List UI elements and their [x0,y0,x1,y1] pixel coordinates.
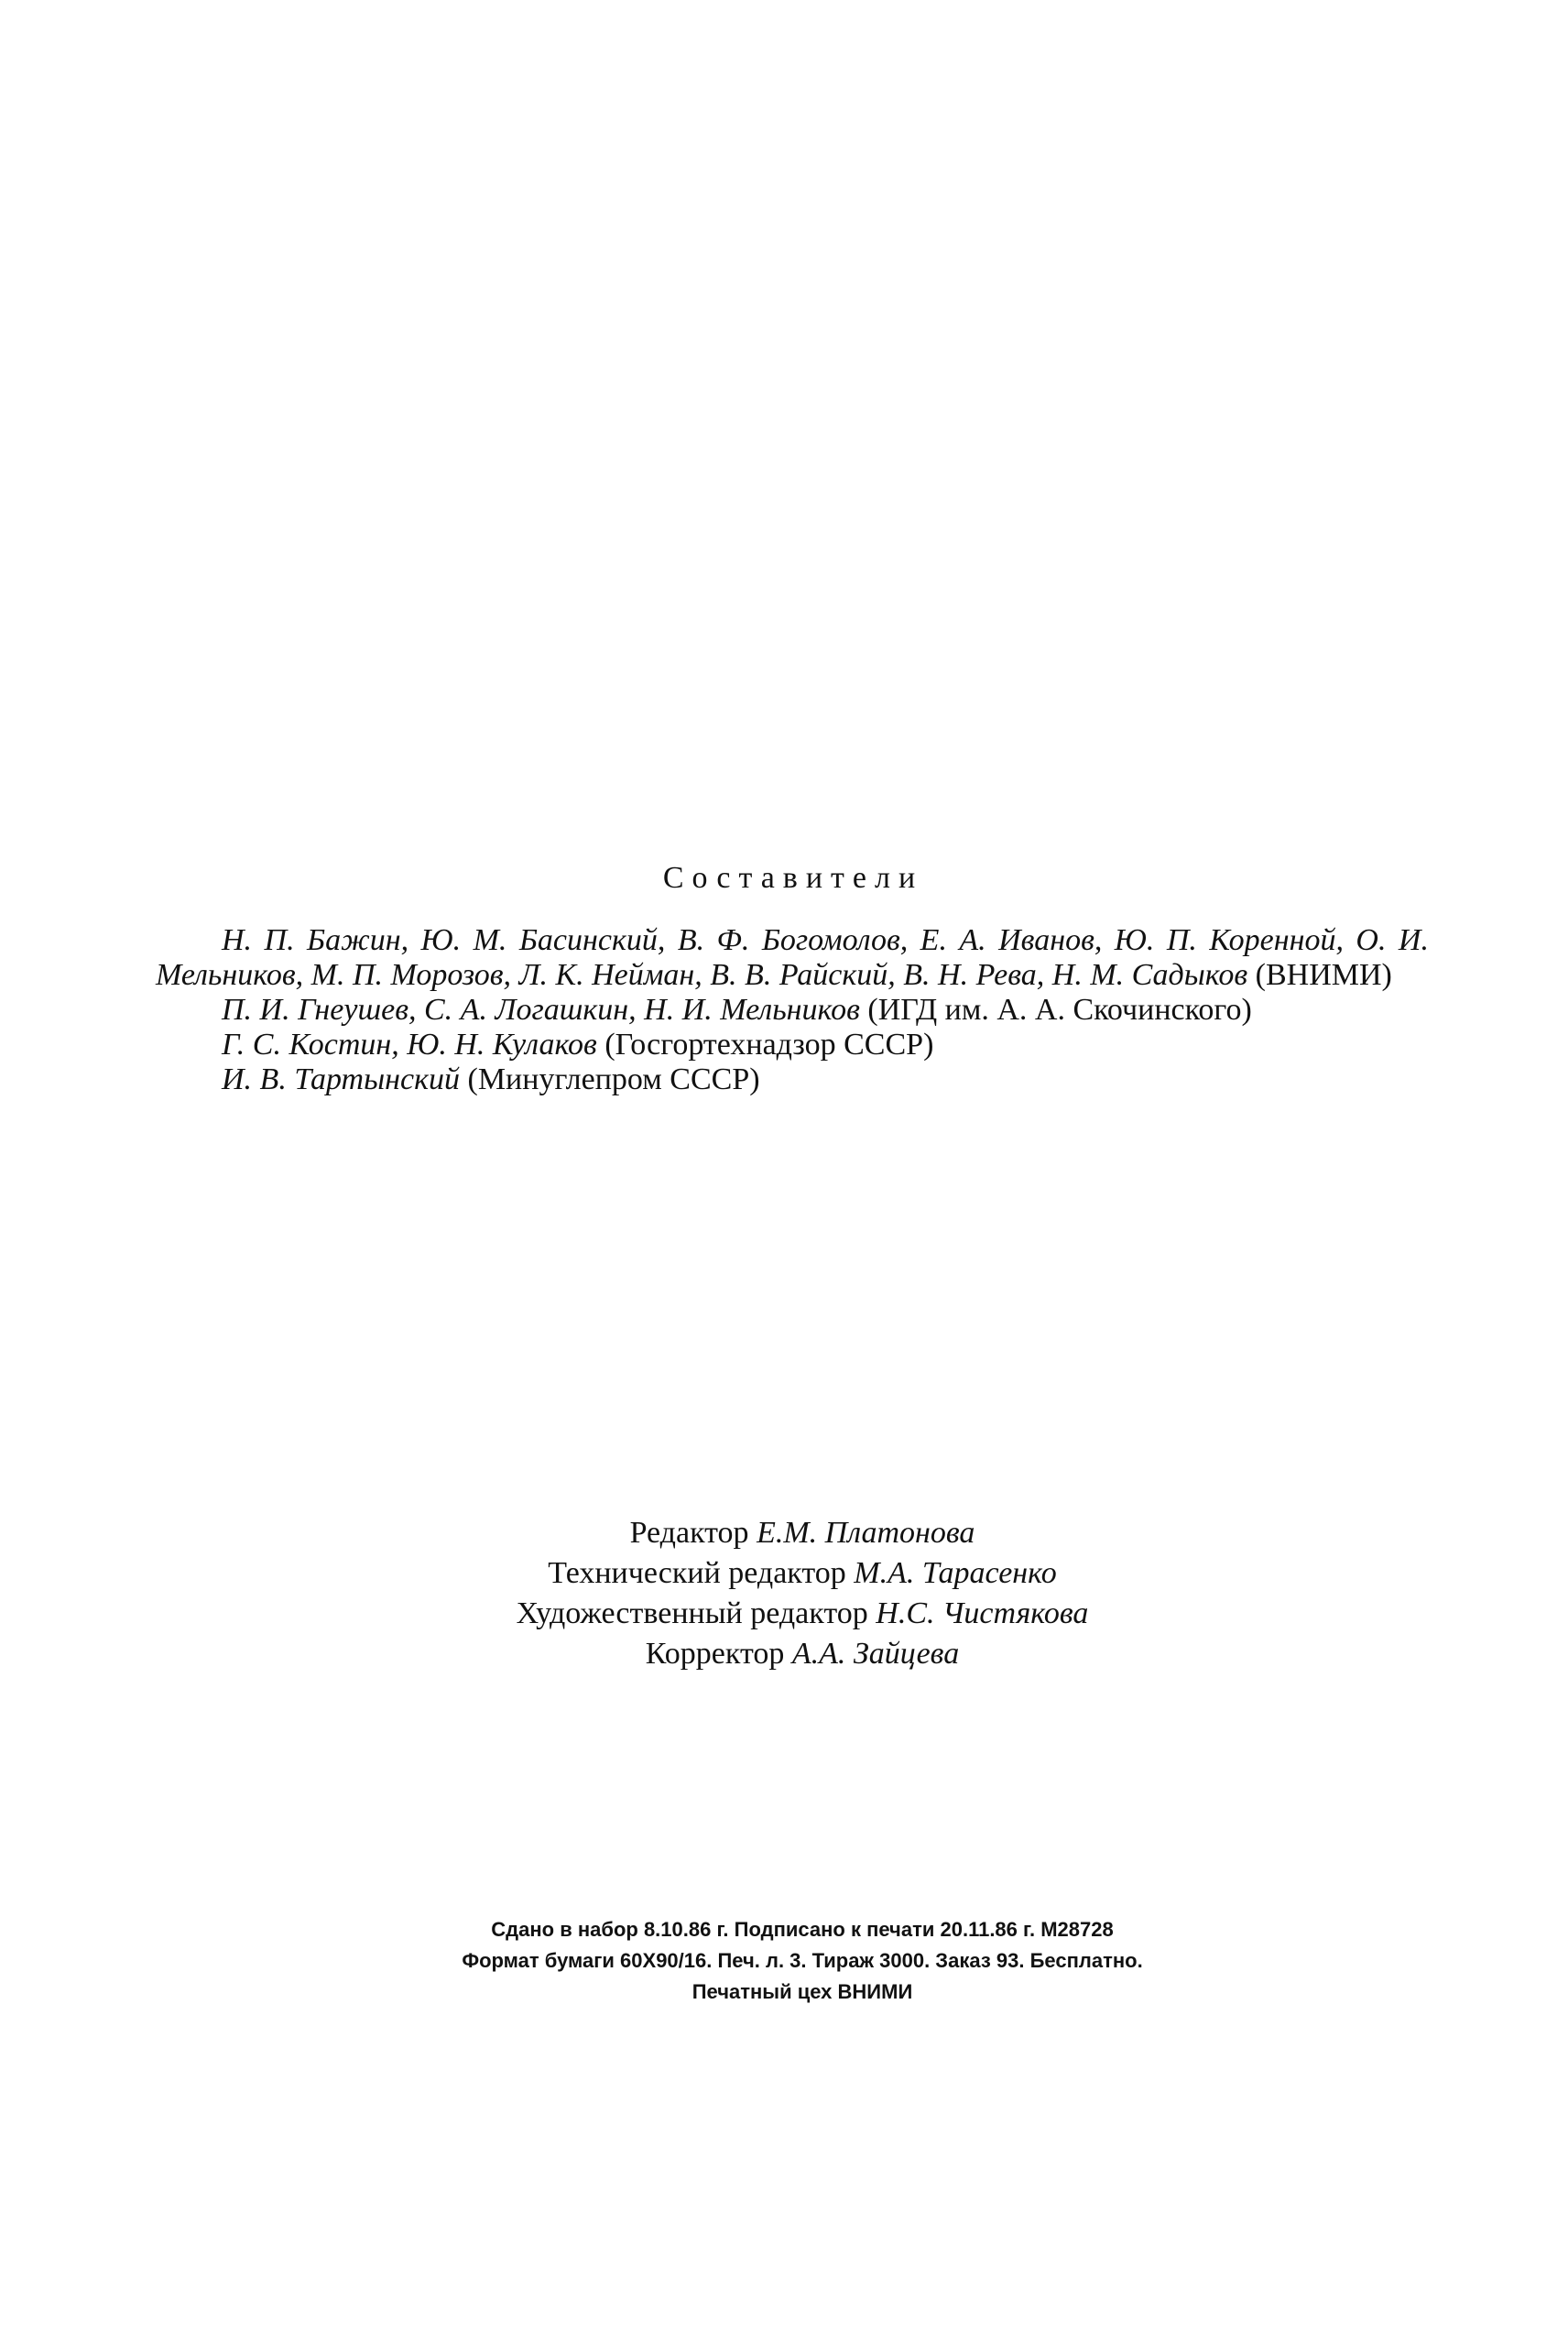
imprint-line-dates: Сдано в набор 8.10.86 г. Подписано к печати 20.11.86 г. М28728 [491,1918,1114,1941]
editor-role: Корректор [645,1637,785,1671]
author-names: П. И. Гнеушев, С. А. Логашкин, Н. И. Мельников [222,993,860,1027]
authors-heading: Составители [662,861,924,895]
technical-editor-row [37,1553,1568,1594]
imprint-line-format: Формат бумаги 60Х90/16. Печ. л. 3. Тираж 3000. Заказ 93. Бесплатно. [462,1949,1143,1972]
imprint-line-printer: Печатный цех ВНИМИ [691,1980,913,2003]
editor-row [37,1513,1568,1553]
author-group-igd [156,993,1429,1028]
editor-name: А.А. Зайцева [791,1637,960,1671]
proofreader-row [37,1634,1568,1674]
editor-name: Е.М. Платонова [757,1516,975,1550]
author-names: И. В. Тартынский [222,1062,460,1096]
art-editor-row [37,1594,1568,1634]
author-group-gosgortekhnadzor [156,1028,1429,1062]
imprint-block [0,1914,1568,2008]
author-names: Г. С. Костин, Ю. Н. Кулаков [222,1028,597,1062]
author-group-minugleprom [156,1062,1429,1097]
editor-role: Художественный редактор [516,1596,868,1630]
author-names: Н. П. Бажин, Ю. М. Басинский, В. Ф. Богомолов, Е. А. Иванов, Ю. П. Коренной, О. И. Мельников, М. П. Морозов, Л. К. Нейман, В. В. Райский, В. Н. Рева, Н. М. Садыков [156,923,1429,992]
editor-role: Технический редактор [548,1556,846,1590]
editors-block [0,1513,1568,1674]
authors-list [156,923,1429,1097]
author-organization: (ВНИМИ) [1255,958,1392,992]
author-organization: (ИГД им. А. А. Скочинского) [867,993,1252,1027]
author-group-vnimi [156,923,1429,993]
author-organization: (Минуглепром СССР) [467,1062,760,1096]
editor-role: Редактор [629,1516,749,1550]
editor-name: Н.С. Чистякова [876,1596,1089,1630]
author-organization: (Госгортехнадзор СССР) [604,1028,934,1062]
editor-name: М.А. Тарасенко [854,1556,1057,1590]
